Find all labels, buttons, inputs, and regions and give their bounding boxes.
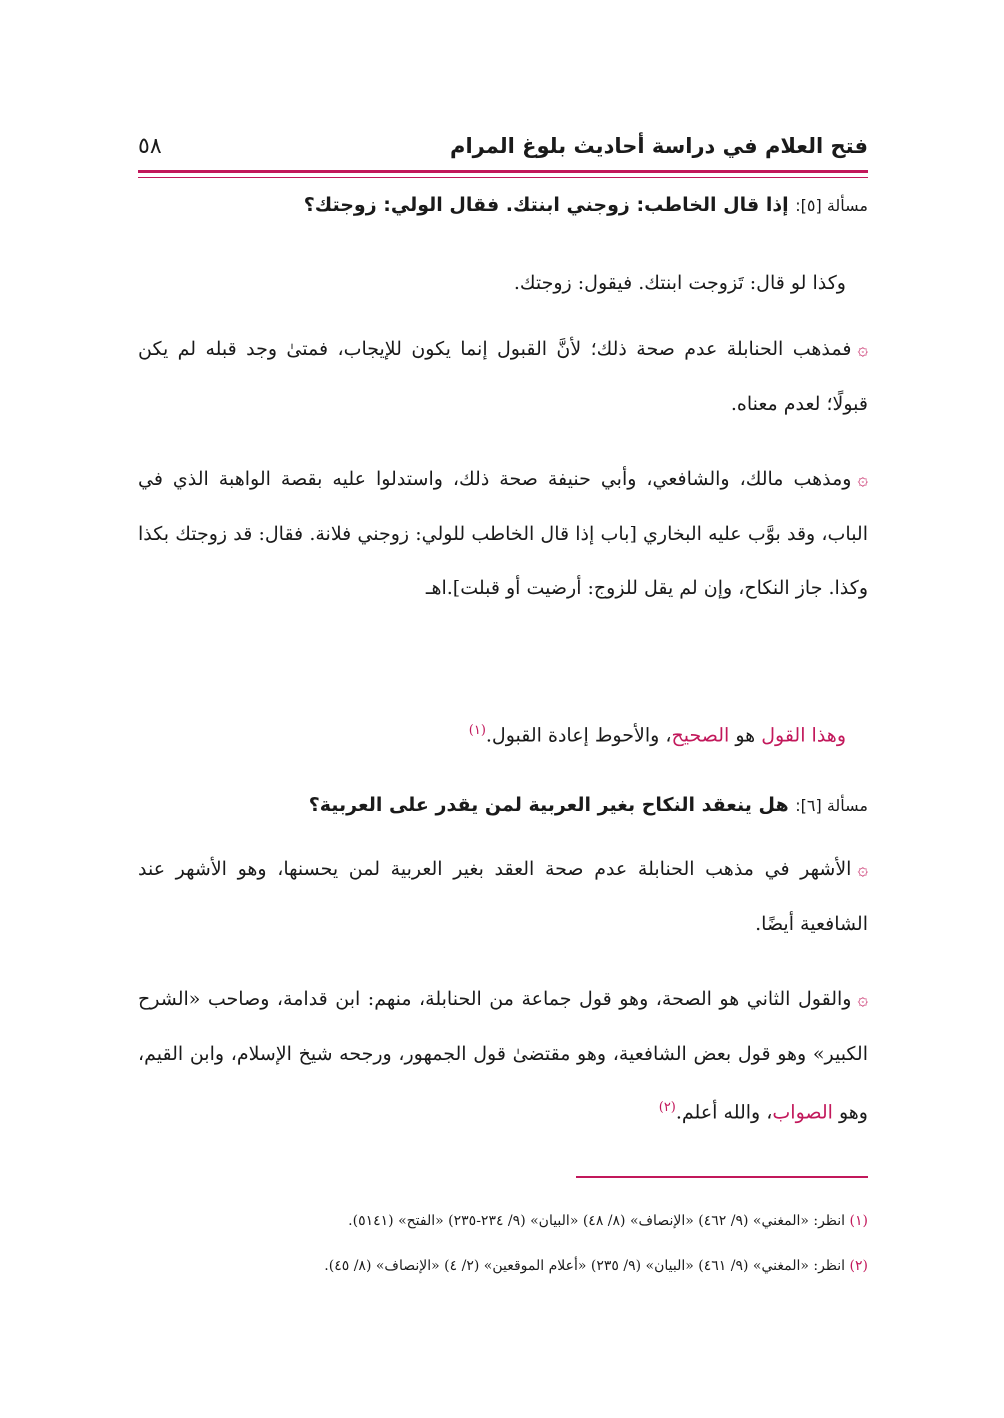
- footnote-ref-1[interactable]: (١): [468, 723, 486, 738]
- paragraph-6-text-b: ، والله أعلم.: [675, 1101, 773, 1124]
- question-6-heading: [138, 794, 868, 816]
- question-6-label: مسألة [٦]:: [795, 796, 868, 815]
- paragraph-6-text-a: والقول الثاني هو الصحة، وهو قول جماعة من الحنابلة، منهم: ابن قدامة، وصاحب «الشرح الكبير» وهو قول بعض الشافعية، وهو مقتضىٰ قول الجمهور، ورجحه شيخ الإسلام، وابن القيم، وهو: [138, 988, 868, 1124]
- paragraph-4-text-b: ، والأحوط إعادة القبول.: [485, 724, 672, 747]
- question-6-title: هل ينعقد النكاح بغير العربية لمن يقدر على العربية؟: [308, 794, 789, 816]
- flower-ornament-icon: ۞: [857, 469, 868, 490]
- footnote-ref-2[interactable]: (٢): [658, 1100, 676, 1115]
- footnote-2-number: (٢): [849, 1258, 868, 1274]
- question-5-heading: [138, 194, 868, 216]
- page-number: ٥٨: [138, 133, 162, 159]
- page-header: [138, 128, 868, 164]
- highlight-correct: الصحيح: [671, 724, 730, 747]
- paragraph-1: وكذا لو قال: تَزوجت ابنتك. فيقول: زوجتك.: [513, 272, 846, 294]
- paragraph-3: [138, 452, 868, 615]
- paragraph-6: [138, 972, 868, 1139]
- highlight-this-opinion: وهذا القول: [761, 724, 846, 747]
- header-rule-thin: [138, 177, 868, 178]
- paragraph-5: [138, 842, 868, 951]
- flower-ornament-icon: ۞: [857, 989, 868, 1010]
- footnote-2-text: انظر: «المغني» (٩/ ٤٦١) «البيان» (٩/ ٢٣٥) «أعلام الموقعين» (٢/ ٤) «الإنصاف» (٨/ ٤٥).: [324, 1258, 846, 1274]
- question-5-title: إذا قال الخاطب: زوجني ابنتك. فقال الولي: زوجتك؟: [303, 194, 789, 216]
- paragraph-4-text-a: هو: [729, 724, 762, 747]
- flower-ornament-icon: ۞: [857, 339, 868, 360]
- paragraph-5-text: الأشهر في مذهب الحنابلة عدم صحة العقد بغير العربية لمن يحسنها، وهو الأشهر عند الشافعية أيضًا.: [138, 858, 868, 935]
- footnote-1-text: انظر: «المغني» (٩/ ٤٦٢) «الإنصاف» (٨/ ٤٨) «البيان» (٩/ ٢٣٤-٢٣٥) «الفتح» (٥١٤١).: [348, 1213, 846, 1229]
- paragraph-3-text: ومذهب مالك، والشافعي، وأبي حنيفة صحة ذلك، واستدلوا عليه بقصة الواهبة الذي في الباب، وقد بوَّب عليه البخاري [باب إذا قال الخاطب للولي: زوجني فلانة. فقال: قد زوجتك بكذا وكذا. جاز النكاح، وإن لم يقل للزوج: أرضيت أو قبلت].اهـ: [138, 468, 868, 599]
- question-5-label: مسألة [٥]:: [795, 196, 868, 215]
- footnote-2: [138, 1255, 868, 1277]
- footnote-separator: [576, 1176, 868, 1178]
- paragraph-2-text: فمذهب الحنابلة عدم صحة ذلك؛ لأنَّ القبول إنما يكون للإيجاب، فمتىٰ وجد قبله لم يكن قبولًا؛ لعدم معناه.: [138, 338, 868, 415]
- running-title: فتح العلام في دراسة أحاديث بلوغ المرام: [450, 134, 868, 158]
- footnote-1: [138, 1210, 868, 1232]
- paragraph-4: [138, 704, 868, 762]
- highlight-correct-view: الصواب: [772, 1101, 833, 1124]
- flower-ornament-icon: ۞: [857, 859, 868, 880]
- header-rule-thick: [138, 170, 868, 173]
- paragraph-2: [138, 322, 868, 431]
- footnote-1-number: (١): [849, 1213, 868, 1229]
